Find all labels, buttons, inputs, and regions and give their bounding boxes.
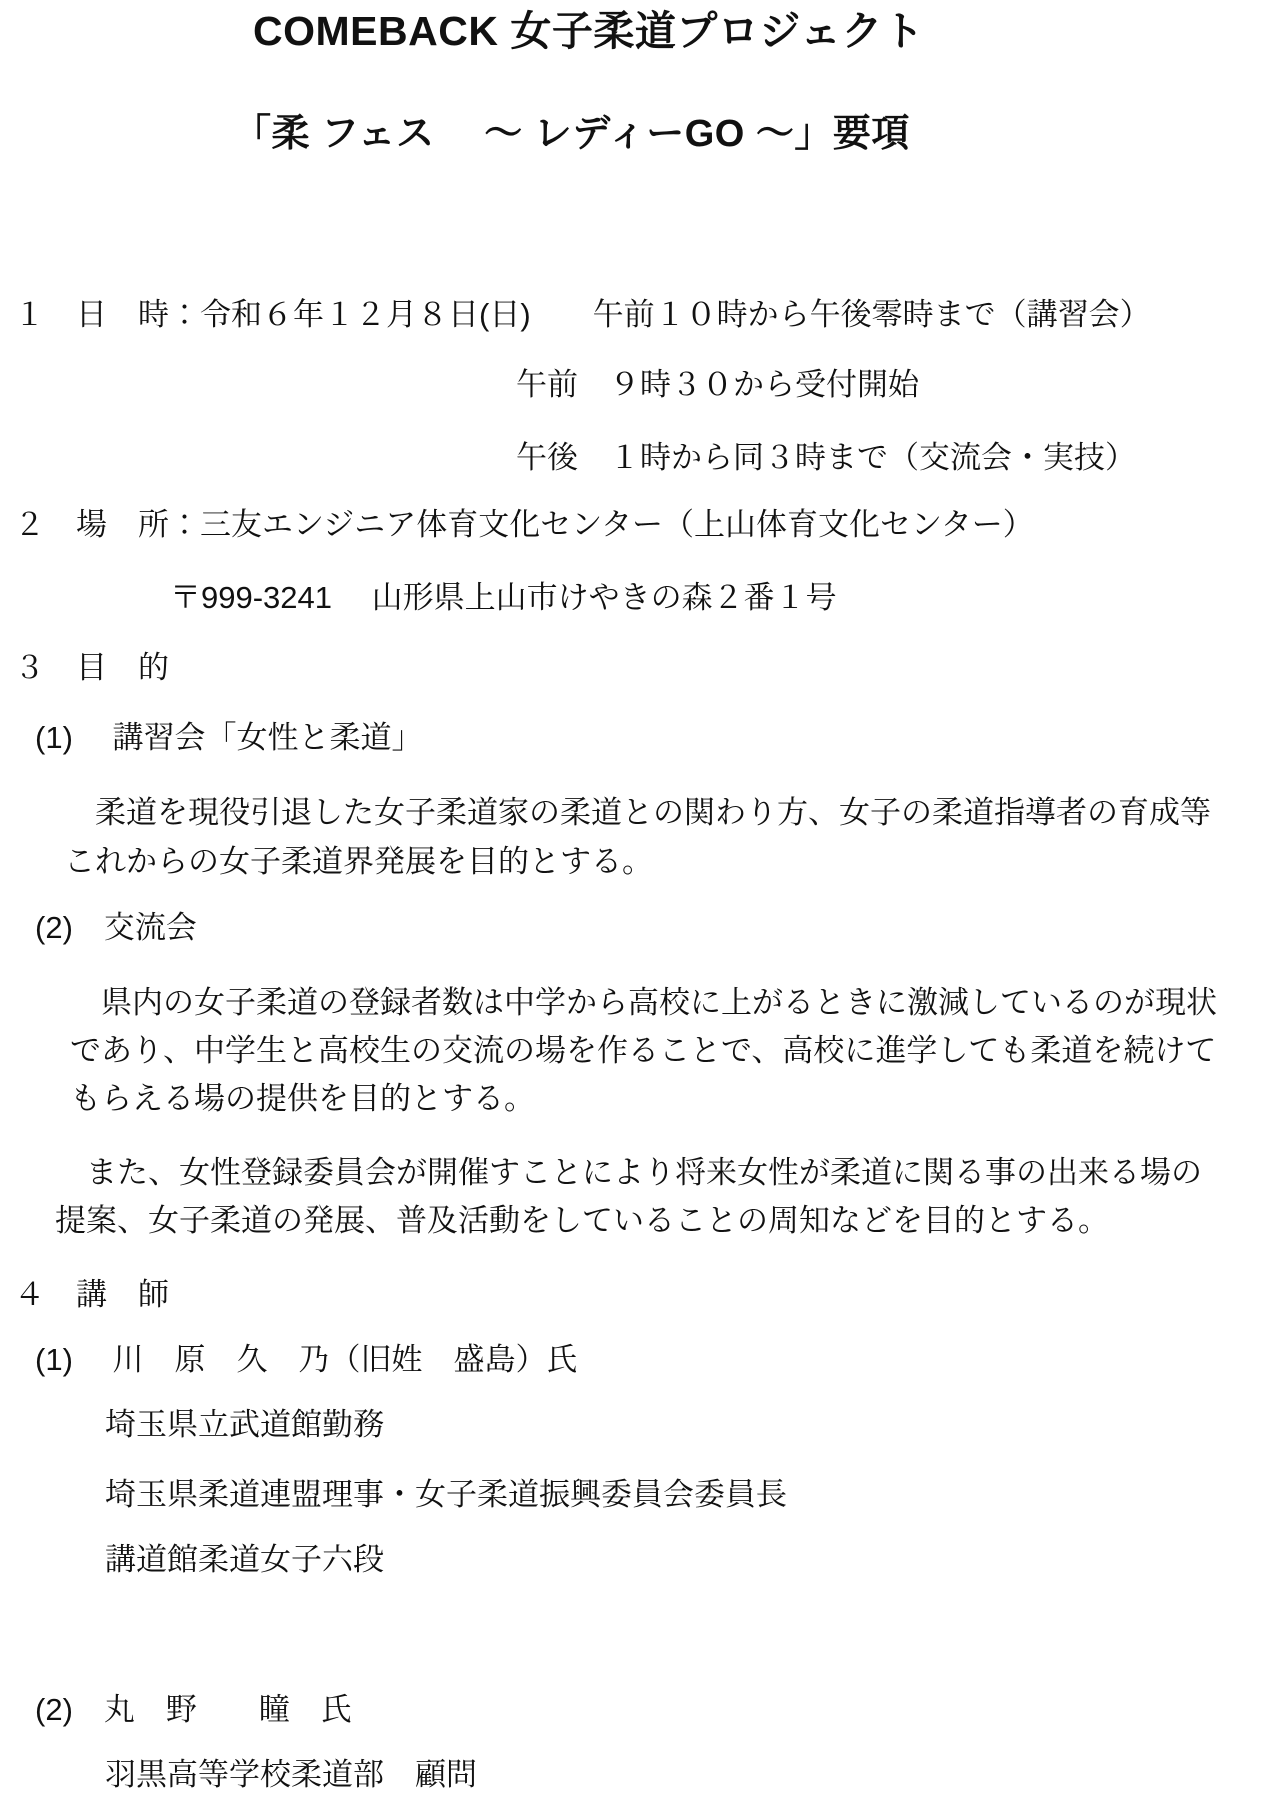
event-subtitle: 「柔 フェス ～ レディーGO ～」要項	[233, 113, 910, 155]
lecturers-heading: ４ 講 師	[14, 1277, 169, 1312]
purpose-heading: ３ 目 的	[14, 650, 169, 685]
lecturer1-affiliation-1: 埼玉県立武道館勤務	[105, 1407, 384, 1442]
lecturer1-affiliation-2: 埼玉県柔道連盟理事・女子柔道振興委員会委員長	[105, 1477, 787, 1512]
purpose-item1-body: 柔道を現役引退した女子柔道家の柔道との関わり方、女子の柔道指導者の育成等これからの女子柔道界発展を目的とする。	[64, 795, 1211, 879]
purpose-item2-body-1: 県内の女子柔道の登録者数は中学から高校に上がるときに激減しているのが現状であり、中学生と高校生の交流の場を作ることで、高校に進学しても柔道を続けてもらえる場の提供を目的とする。	[70, 985, 1217, 1116]
afternoon-session-line: 午後 １時から同３時まで（交流会・実技）	[516, 440, 1136, 475]
purpose-item2-label: (2) 交流会	[35, 910, 197, 945]
venue-heading: ２ 場 所：三友エンジニア体育文化センター（上山体育文化センター）	[14, 507, 1034, 542]
lecturer2-name: (2) 丸 野 瞳 氏	[35, 1692, 352, 1727]
lecturer2-affiliation-1: 羽黒高等学校柔道部 顧問	[105, 1757, 477, 1792]
purpose-item1-label: (1) 講習会「女性と柔道」	[35, 720, 423, 755]
venue-address: 〒999-3241 山形県上山市けやきの森２番１号	[170, 580, 837, 615]
document-title: COMEBACK 女子柔道プロジェクト	[253, 8, 925, 54]
datetime-heading: １ 日 時：令和６年１２月８日(日) 午前１０時から午後零時まで（講習会）	[14, 297, 1151, 332]
purpose-item2-body-2: また、女性登録委員会が開催すことにより将来女性が柔道に関る事の出来る場の提案、女子柔道の発展、普及活動をしていることの周知などを目的とする。	[55, 1155, 1202, 1238]
lecturer1-name: (1) 川 原 久 乃（旧姓 盛島）氏	[35, 1342, 578, 1377]
lecturer1-affiliation-3: 講道館柔道女子六段	[105, 1542, 384, 1577]
reception-time-line: 午前 ９時３０から受付開始	[516, 367, 919, 402]
